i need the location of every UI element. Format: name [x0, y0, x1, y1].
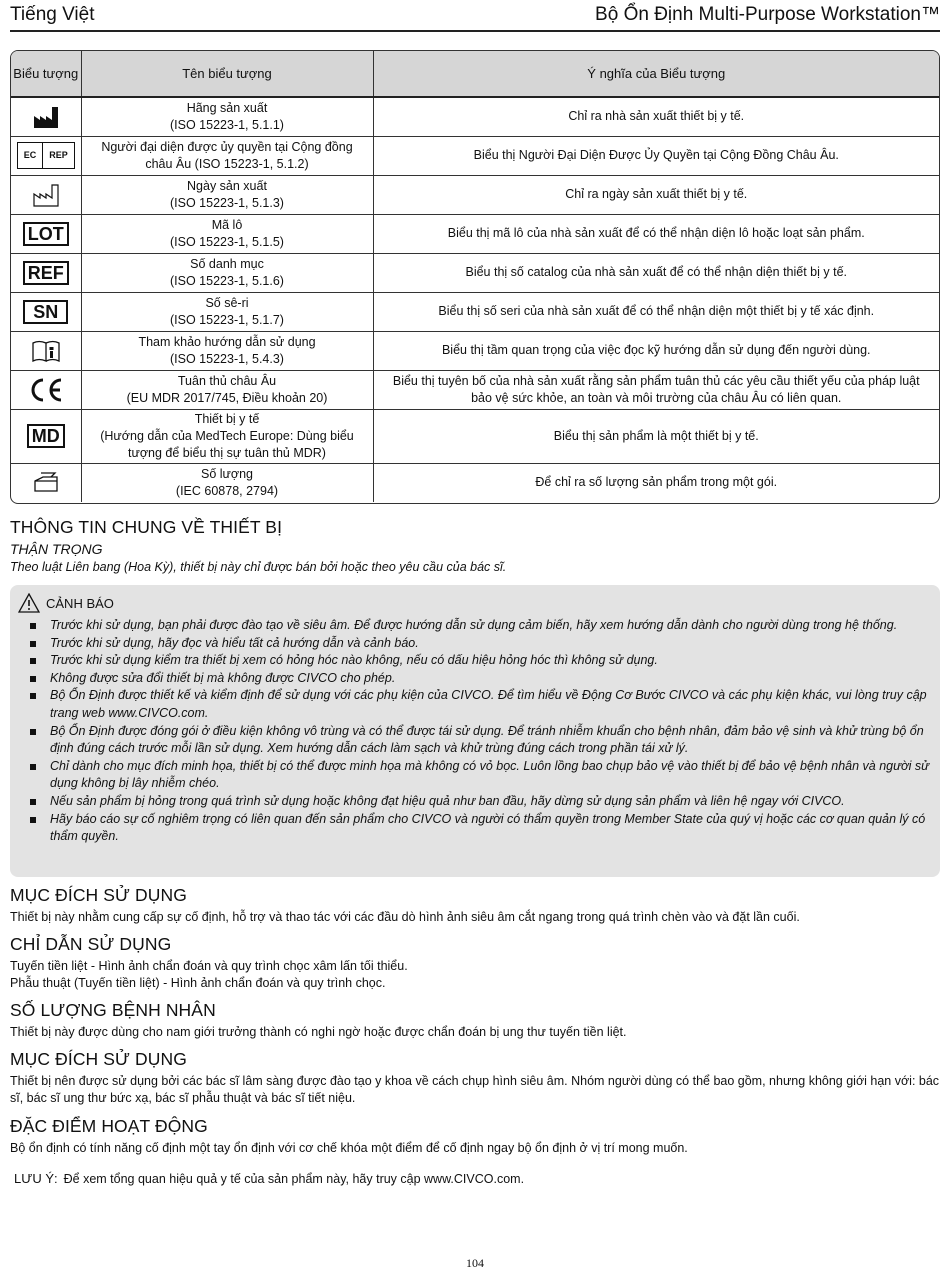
table-header-row	[11, 51, 939, 97]
header-symbol-meaning: Ý nghĩa của Biểu tượng	[373, 51, 939, 97]
table-row	[11, 175, 939, 214]
note	[14, 1171, 524, 1186]
users-title: MỤC ĐÍCH SỬ DỤNG	[10, 1049, 187, 1069]
header-language: Tiếng Việt	[10, 4, 95, 25]
ref-icon: REF	[23, 261, 69, 285]
symbol-name-line: Tuân thủ châu Âu	[177, 373, 277, 388]
symbol-meaning: Để chỉ ra số lượng sản phẩm trong một gói.	[535, 475, 778, 490]
note-label: LƯU Ý:	[14, 1171, 58, 1186]
symbols-table	[10, 50, 940, 504]
symbol-name-line: Số danh mục	[190, 256, 264, 271]
patients-title: SỐ LƯỢNG BỆNH NHÂN	[10, 1000, 216, 1020]
symbol-name-line: tượng để biểu thị sự tuân thủ MDR)	[128, 445, 326, 460]
header-symbol: Biểu tượng	[11, 51, 81, 97]
symbol-name-line: (EU MDR 2017/745, Điều khoản 20)	[126, 390, 328, 405]
symbol-name-line: Ngày sản xuất	[187, 178, 267, 193]
list-item: Bộ Ổn Định được đóng gói ở điều kiện không vô trùng và có thể được tái sử dụng. Để tránh nhiễm khuẩn cho bệnh nhân, đảm bảo vệ sinh và khử trùng bộ ổn định đúng cách trước mỗi lần sử dụng. Xem hướng dẫn cách làm sạch và khử trùng đúng cách trong phần tái xử lý.	[30, 723, 930, 758]
features-title: ĐẶC ĐIỂM HOẠT ĐỘNG	[10, 1116, 208, 1136]
warning-list	[30, 617, 930, 846]
ec-rep-icon: EC REP	[17, 142, 75, 169]
symbol-meaning: Chỉ ra nhà sản xuất thiết bị y tế.	[568, 109, 745, 124]
header-symbol-name: Tên biểu tượng	[81, 51, 373, 97]
symbol-name-line: (IEC 60878, 2794)	[175, 483, 279, 498]
list-item: Chỉ dành cho mục đích minh họa, thiết bị có thể được minh họa mà không có vỏ bọc. Luôn lồng bao chụp bảo vệ vào thiết bị để bảo vệ bệnh nhân và người sử dụng không bị lây nhiễm chéo.	[30, 758, 930, 793]
consult-instructions-icon	[31, 339, 61, 363]
symbol-name-line: (ISO 15223-1, 5.1.7)	[170, 312, 284, 327]
table-row	[11, 136, 939, 175]
manufacturer-icon	[32, 104, 60, 130]
list-item: Trước khi sử dụng, bạn phải được đào tạo về siêu âm. Để được hướng dẫn sử dụng cảm biến, hãy xem hướng dẫn dành cho người dùng trong hệ thống.	[30, 617, 930, 635]
symbol-meaning: Biểu thị số catalog của nhà sản xuất để có thể nhận diện thiết bị y tế.	[465, 265, 847, 279]
caution-title: THẬN TRỌNG	[10, 541, 103, 557]
symbol-name-line: Người đại diện được ủy quyền tại Cộng đồng	[101, 139, 353, 154]
lot-icon: LOT	[23, 222, 69, 246]
page-header	[10, 2, 940, 32]
symbol-name-line: (ISO 15223-1, 5.1.5)	[170, 234, 284, 249]
symbol-name-line: (ISO 15223-1, 5.4.3)	[170, 351, 284, 366]
table-row	[11, 253, 939, 292]
features-text: Bộ ổn định có tính năng cố định một tay ổn định với cơ chế khóa một điểm để cố định ngay bộ ổn định ở vị trí mong muốn.	[10, 1141, 688, 1155]
table-row	[11, 409, 939, 463]
symbol-name-line: châu Âu (ISO 15223-1, 5.1.2)	[145, 156, 309, 171]
symbol-name-line: Số lượng	[200, 466, 253, 481]
symbol-name-line: (ISO 15223-1, 5.1.1)	[170, 117, 284, 132]
purpose-text: Thiết bị này nhằm cung cấp sự cố định, hỗ trợ và thao tác với các đầu dò hình ảnh siêu âm cắt ngang trong quá trình chèn vào và đặt lần cuối.	[10, 910, 800, 924]
purpose-title: MỤC ĐÍCH SỬ DỤNG	[10, 885, 187, 905]
list-item: Trước khi sử dụng kiểm tra thiết bị xem có hỏng hóc nào không, nếu có dấu hiệu hỏng hóc thì không sử dụng.	[30, 652, 930, 670]
sn-icon: SN	[23, 300, 68, 324]
table-row	[11, 292, 939, 331]
symbol-meaning: Biểu thị mã lô của nhà sản xuất để có thể nhận diện lô hoặc loạt sản phẩm.	[447, 226, 865, 240]
symbol-name-line: (ISO 15223-1, 5.1.3)	[170, 195, 284, 210]
list-item: Không được sửa đổi thiết bị mà không được CIVCO cho phép.	[30, 670, 930, 688]
users-text: Thiết bị nên được sử dụng bởi các bác sĩ lâm sàng được đào tạo y khoa về cách chụp hình siêu âm. Nhóm người dùng có thể bao gồm, nhưng không giới hạn với: bác sĩ, bác sĩ ung thư bức xạ, bác sĩ phẫu thuật và bác sĩ tiết niệu.	[10, 1074, 940, 1105]
symbol-meaning: Chỉ ra ngày sản xuất thiết bị y tế.	[565, 187, 748, 201]
warning-triangle-icon	[18, 593, 40, 613]
patients-text: Thiết bị này được dùng cho nam giới trưởng thành có nghi ngờ hoặc được chẩn đoán bị ung thư tuyến tiền liệt.	[10, 1025, 627, 1039]
date-of-manufacture-icon	[32, 182, 60, 208]
symbol-name-line: Thiết bị y tế	[194, 411, 260, 426]
md-icon: MD	[27, 424, 65, 448]
quantity-box-icon	[31, 471, 61, 495]
symbol-meaning: Biểu thị tầm quan trọng của việc đọc kỹ hướng dẫn sử dụng đến người dùng.	[441, 343, 871, 357]
warning-box	[10, 585, 940, 877]
note-text: Để xem tổng quan hiệu quả y tế của sản phẩm này, hãy truy cập www.CIVCO.com.	[63, 1172, 525, 1186]
symbol-meaning: Biểu thị Người Đại Diện Được Ủy Quyền tại Cộng Đồng Châu Âu.	[473, 148, 839, 162]
symbol-name-line: Hãng sản xuất	[186, 100, 268, 115]
table-row	[11, 97, 939, 136]
indications-line: Phẫu thuật (Tuyến tiền liệt) - Hình ảnh chẩn đoán và quy trình chọc.	[10, 976, 386, 990]
ce-mark-icon	[27, 377, 65, 403]
page-number: 104	[466, 1256, 484, 1268]
table-row	[11, 331, 939, 370]
indications-line: Tuyến tiền liệt - Hình ảnh chẩn đoán và quy trình chọc xâm lấn tối thiểu.	[10, 959, 408, 973]
symbol-meaning: Biểu thị tuyên bố của nhà sản xuất rằng sản phẩm tuân thủ các yêu cầu thiết yếu của pháp luật	[392, 373, 920, 388]
list-item: Bộ Ổn Định được thiết kế và kiểm định để sử dụng với các phụ kiện của CIVCO. Để tìm hiểu về Động Cơ Bước CIVCO và các phụ kiện khác, vui lòng truy cập trang web www.CIVCO.com.	[30, 687, 930, 722]
caution-text: Theo luật Liên bang (Hoa Kỳ), thiết bị này chỉ được bán bởi hoặc theo yêu cầu của bác sĩ.	[10, 560, 507, 574]
warning-title: CẢNH BÁO	[46, 595, 114, 611]
table-row	[11, 463, 939, 502]
symbol-name-line: Số sê-ri	[205, 295, 249, 310]
symbol-name-line: Tham khảo hướng dẫn sử dụng	[138, 334, 316, 349]
table-row	[11, 370, 939, 409]
symbol-meaning: Biểu thị số seri của nhà sản xuất để có thể nhận diện một thiết bị y tế xác định.	[438, 304, 875, 318]
symbol-meaning: bảo vệ sức khỏe, an toàn và môi trường của châu Âu có liên quan.	[471, 390, 842, 405]
symbol-name-line: Mã lô	[211, 217, 243, 232]
symbol-meaning: Biểu thị sản phẩm là một thiết bị y tế.	[553, 428, 759, 443]
symbol-name-line: (ISO 15223-1, 5.1.6)	[170, 273, 284, 288]
list-item: Hãy báo cáo sự cố nghiêm trọng có liên quan đến sản phẩm cho CIVCO và người có thẩm quyền trong Member State của quý vị hoặc các cơ quan quản lý có thẩm quyền.	[30, 811, 930, 846]
general-info-title: THÔNG TIN CHUNG VỀ THIẾT BỊ	[10, 517, 283, 537]
table-row	[11, 214, 939, 253]
header-product-title: Bộ Ổn Định Multi-Purpose Workstation™	[595, 4, 940, 25]
symbol-name-line: (Hướng dẫn của MedTech Europe: Dùng biểu	[100, 428, 354, 443]
indications-title: CHỈ DẪN SỬ DỤNG	[10, 934, 172, 954]
list-item: Nếu sản phẩm bị hỏng trong quá trình sử dụng hoặc không đạt hiệu quả như ban đầu, hãy dừng sử dụng sản phẩm và liên hệ ngay với CIVCO.	[30, 793, 930, 811]
list-item: Trước khi sử dụng, hãy đọc và hiểu tất cả hướng dẫn và cảnh báo.	[30, 635, 930, 653]
